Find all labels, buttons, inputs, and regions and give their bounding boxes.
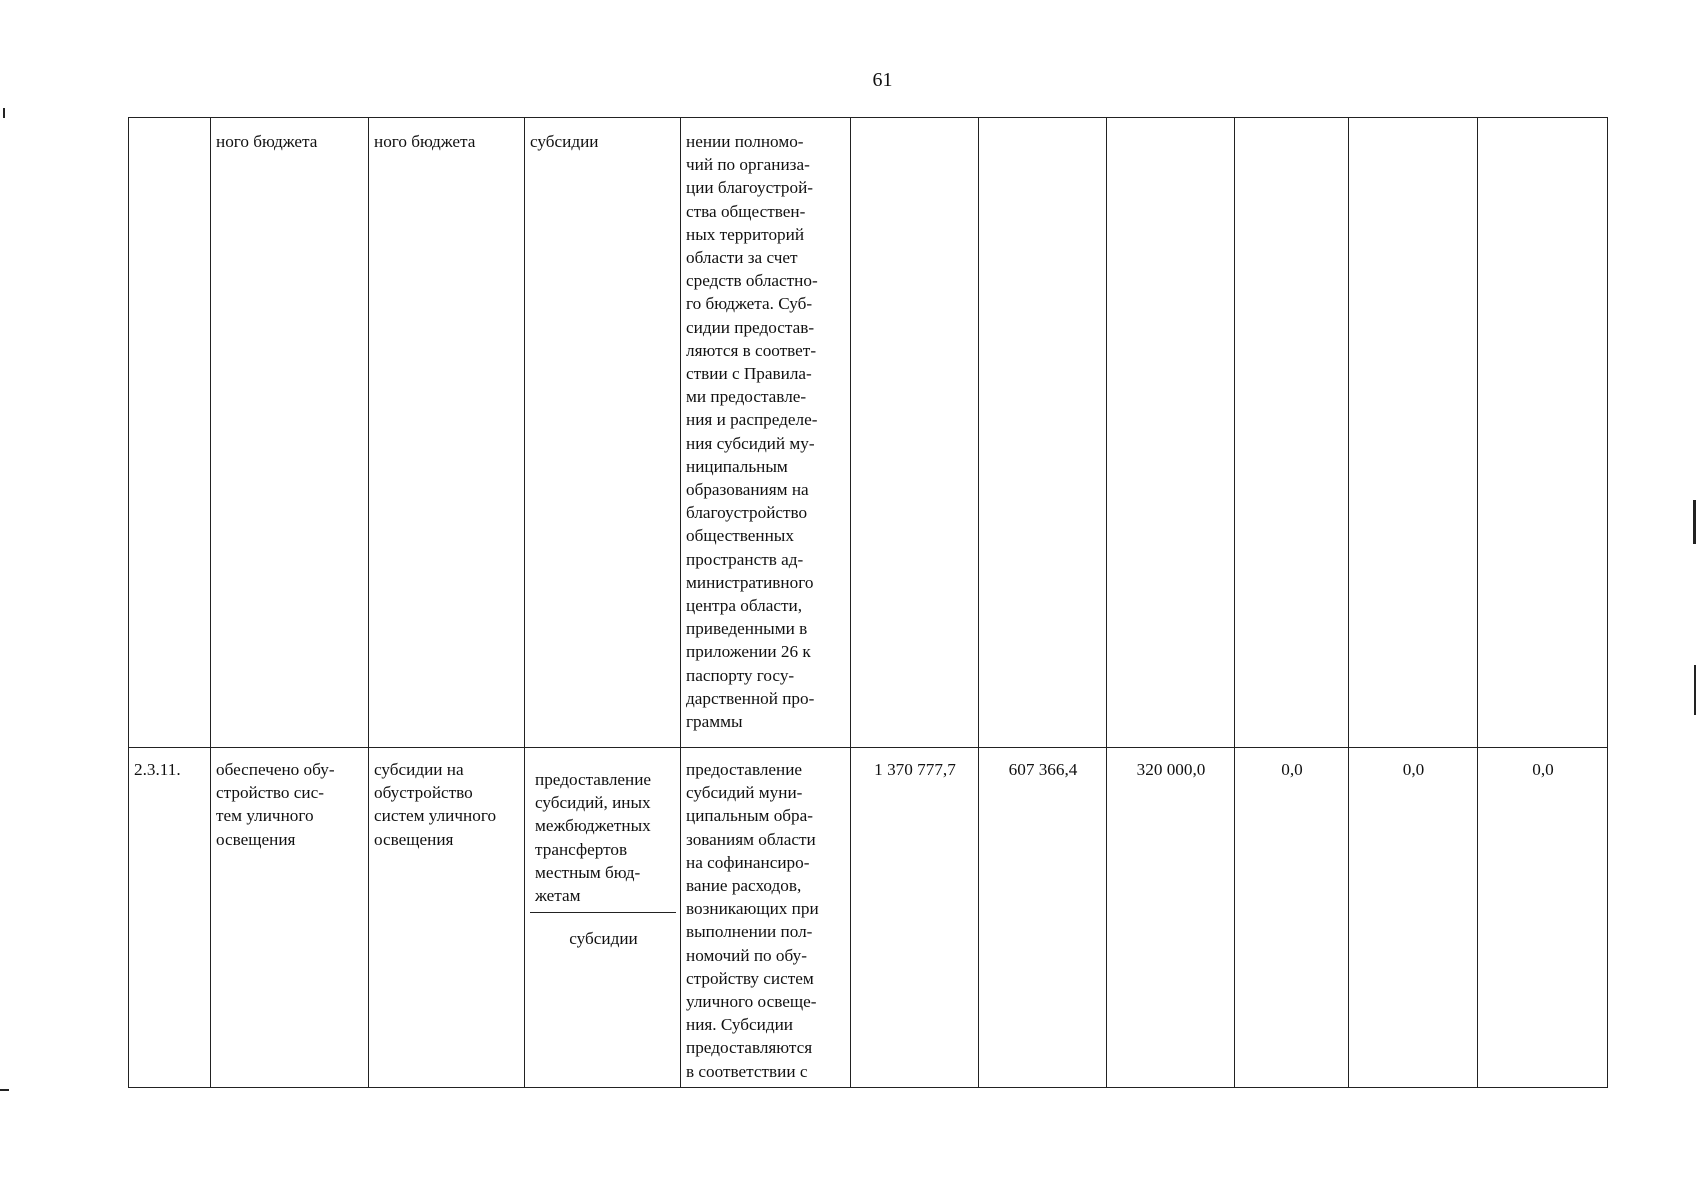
page-number: 61	[872, 69, 893, 91]
cell-type-top: предоставление субсидий, иных межбюджетных трансфертов местным бюд- жетам	[530, 758, 676, 913]
cell-value	[1235, 118, 1349, 748]
budget-table	[128, 117, 1608, 1088]
cell-value: 1 370 777,7	[851, 748, 979, 1088]
cell-value	[1478, 118, 1608, 748]
cell-description: предоставление субсидий муни- ципальным обра- зованиям области на софинансиро- вание расходов, возникающих при выполнении пол- номочий по обу- стройству систем уличного освеще- ния. Субсидии предоставляются в соответствии с	[681, 748, 851, 1088]
cell-name: субсидии на обустройство систем уличного освещения	[369, 748, 525, 1088]
scan-mark	[3, 108, 5, 118]
cell-value: 0,0	[1478, 748, 1608, 1088]
cell-value	[1349, 118, 1478, 748]
table-row-2-3-11	[129, 748, 1608, 1088]
scan-mark	[1694, 665, 1696, 715]
cell-code: 2.3.11.	[129, 748, 211, 1088]
cell-value: 0,0	[1349, 748, 1478, 1088]
cell-value	[851, 118, 979, 748]
cell-value	[979, 118, 1107, 748]
cell-type-bottom: субсидии	[569, 929, 638, 948]
cell-value: 0,0	[1235, 748, 1349, 1088]
cell-value: 607 366,4	[979, 748, 1107, 1088]
cell-type: субсидии	[525, 118, 681, 748]
cell-result: обеспечено обу- стройство сис- тем уличного освещения	[211, 748, 369, 1088]
scan-mark	[0, 1089, 9, 1091]
cell-value: 320 000,0	[1107, 748, 1235, 1088]
scan-mark	[1693, 500, 1696, 544]
table-row-continued	[129, 118, 1608, 748]
cell-value	[1107, 118, 1235, 748]
cell-type	[525, 748, 681, 1088]
cell-name: ного бюджета	[369, 118, 525, 748]
cell-result: ного бюджета	[211, 118, 369, 748]
cell-description: нении полномо- чий по организа- ции благоустрой- ства обществен- ных территорий области за счет средств областно- го бюджета. Суб- сидии предостав- ляются в соответ- ствии с Правила- ми предоставле- ния и распределе- ния субсидий му- ниципальным образованиям на благоустройство общественных пространств ад- министративного центра области, приведенными в приложении 26 к паспорту госу- дарственной про- граммы	[681, 118, 851, 748]
cell-code	[129, 118, 211, 748]
